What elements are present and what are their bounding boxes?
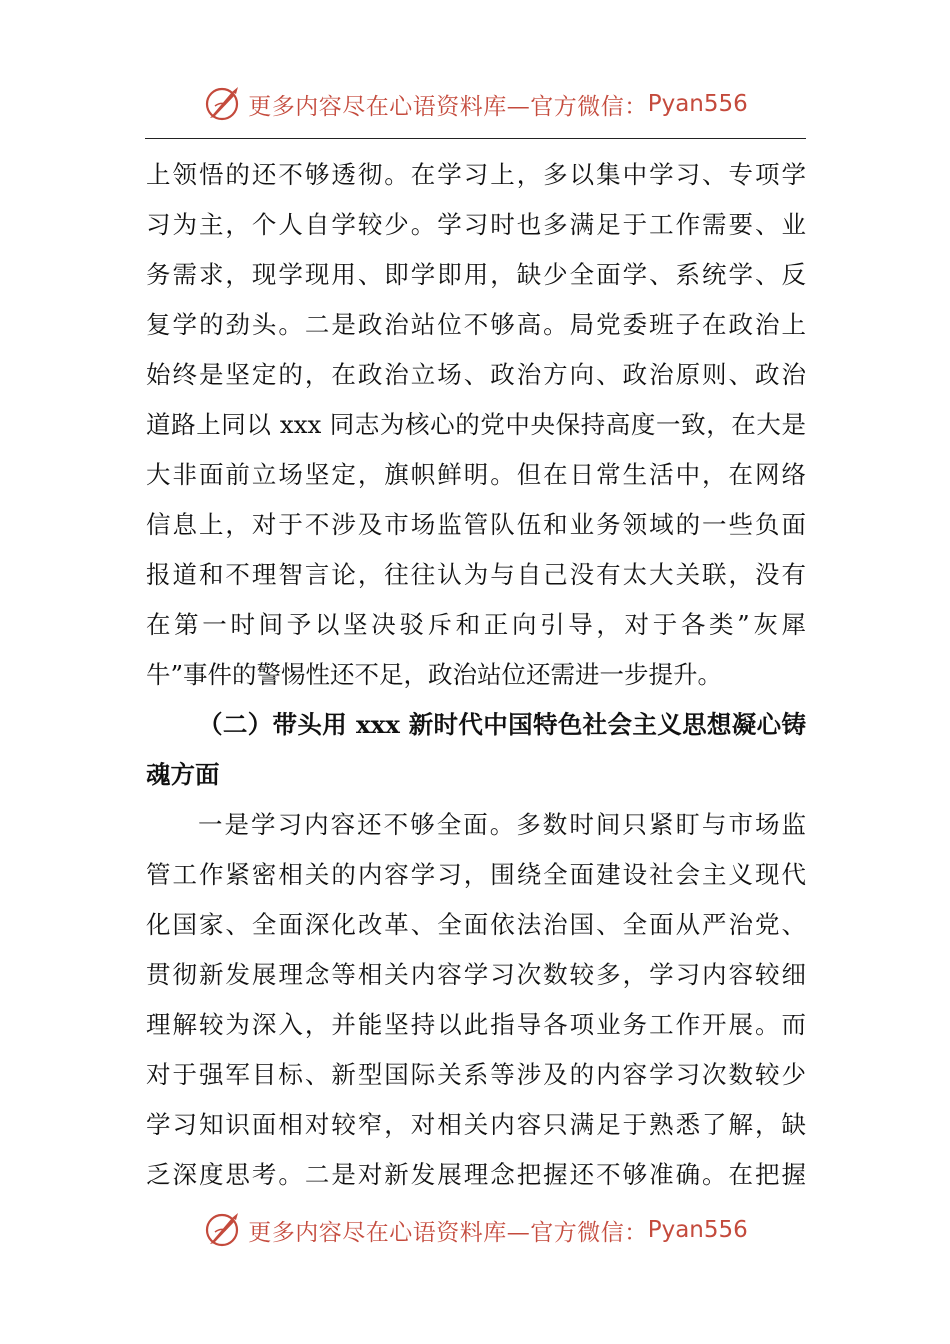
text-line: 大非面前立场坚定，旗帜鲜明。但在日常生活中，在网络 bbox=[146, 460, 806, 489]
text-line: 复学的劲头。二是政治站位不够高。局党委班子在政治上 bbox=[146, 310, 806, 339]
footer-banner bbox=[0, 1208, 950, 1252]
text-line: 信息上，对于不涉及市场监管队伍和业务领域的一些负面 bbox=[146, 510, 806, 539]
text-line: 一是学习内容还不够全面。多数时间只紧盯与市场监 bbox=[198, 810, 806, 839]
text-line: 牛”事件的警惕性还不足，政治站位还需进一步提升。 bbox=[146, 660, 723, 689]
text-line: 道路上同以 xxx 同志为核心的党中央保持高度一致，在大是 bbox=[146, 410, 806, 439]
section-heading: （二）带头用 xxx 新时代中国特色社会主义思想凝心铸 bbox=[198, 710, 806, 739]
quill-logo-icon bbox=[202, 1210, 242, 1250]
header-brand-text: 更多内容尽在心语资料库—官方微信： bbox=[248, 93, 648, 120]
text-line: 乏深度思考。二是对新发展理念把握还不够准确。在把握 bbox=[146, 1160, 806, 1189]
text-line: 管工作紧密相关的内容学习，围绕全面建设社会主义现代 bbox=[146, 860, 806, 889]
text-line: 在第一时间予以坚决驳斥和正向引导，对于各类”灰犀 bbox=[146, 610, 806, 639]
text-line: 报道和不理智言论，往往认为与自己没有太大关联，没有 bbox=[146, 560, 806, 589]
section-heading-continued: 魂方面 bbox=[146, 760, 220, 789]
header-divider bbox=[145, 138, 806, 139]
quill-logo-icon bbox=[202, 84, 242, 124]
footer-wechat-id: Pyan556 bbox=[647, 1217, 748, 1243]
text-line: 理解较为深入，并能坚持以此指导各项业务工作开展。而 bbox=[146, 1010, 806, 1039]
text-line: 学习知识面相对较窄，对相关内容只满足于熟悉了解，缺 bbox=[146, 1110, 806, 1139]
header-banner bbox=[0, 82, 950, 126]
text-line: 习为主，个人自学较少。学习时也多满足于工作需要、业 bbox=[146, 210, 806, 239]
document-body bbox=[146, 150, 806, 1200]
text-line: 上领悟的还不够透彻。在学习上，多以集中学习、专项学 bbox=[146, 160, 806, 189]
text-line: 化国家、全面深化改革、全面依法治国、全面从严治党、 bbox=[146, 910, 806, 939]
text-line: 贯彻新发展理念等相关内容学习次数较多，学习内容较细 bbox=[146, 960, 806, 989]
text-line: 始终是坚定的，在政治立场、政治方向、政治原则、政治 bbox=[146, 360, 806, 389]
header-wechat-id: Pyan556 bbox=[647, 91, 748, 117]
footer-brand-text: 更多内容尽在心语资料库—官方微信： bbox=[248, 1219, 648, 1246]
text-line: 务需求，现学现用、即学即用，缺少全面学、系统学、反 bbox=[146, 260, 806, 289]
text-line: 对于强军目标、新型国际关系等涉及的内容学习次数较少 bbox=[146, 1060, 806, 1089]
